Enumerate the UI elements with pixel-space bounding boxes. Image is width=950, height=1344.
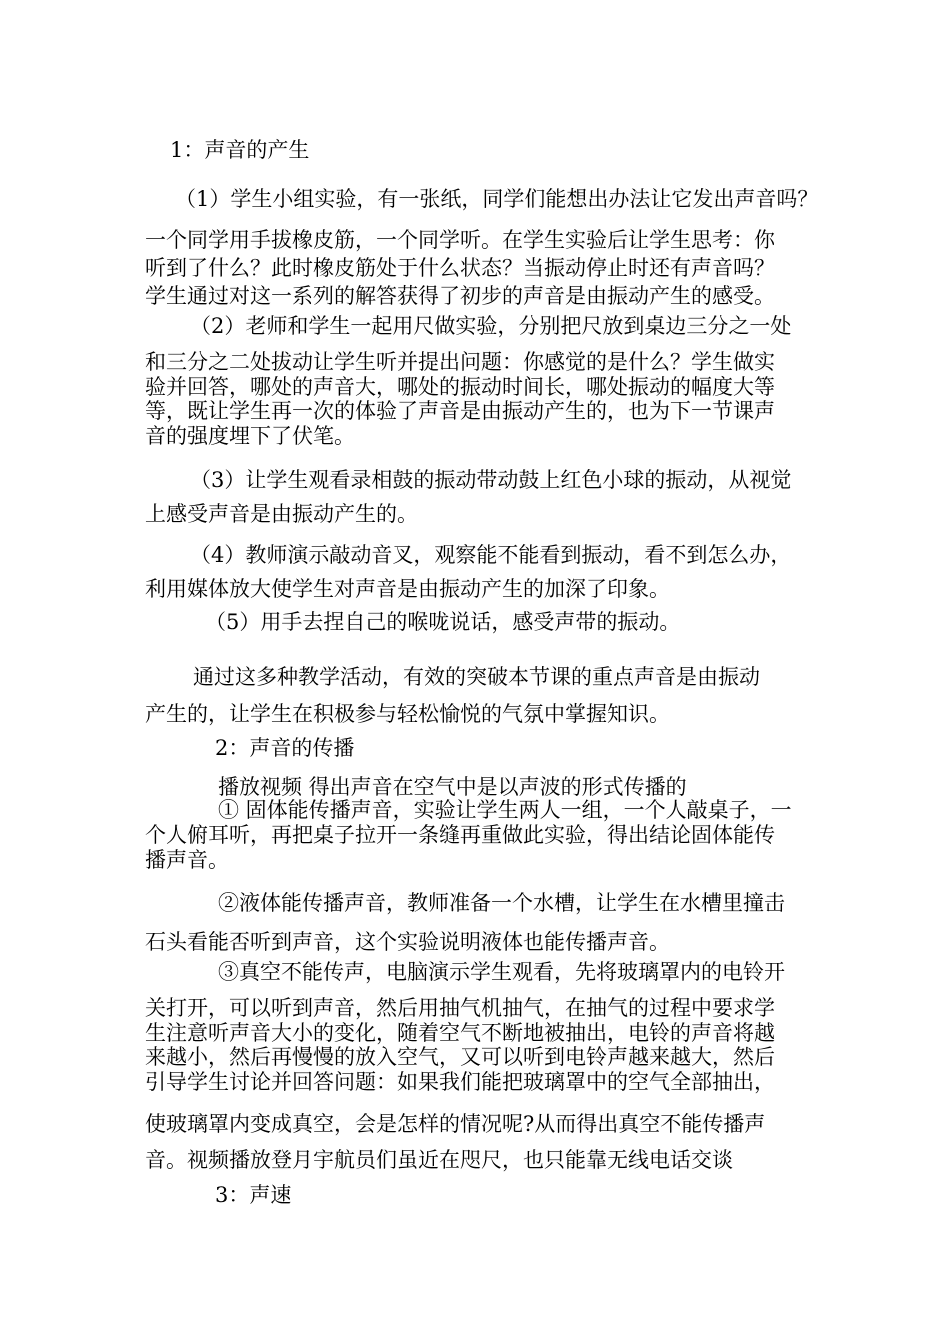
paragraph-line: （5）用手去捏自己的喉咙说话，感受声带的振动。	[205, 610, 681, 634]
paragraph-2-2	[145, 884, 810, 962]
paragraph-line: 音。视频播放登月宇航员们虽近在咫尺，也只能靠无线电话交谈	[145, 1148, 733, 1172]
paragraph-line: 产生的，让学生在积极参与轻松愉悦的气氛中掌握知识。	[145, 702, 670, 726]
paragraph-1-2	[145, 313, 810, 339]
paragraph-2-3-cont	[145, 996, 810, 1094]
paragraph-1-summary	[145, 659, 810, 733]
paragraph-2-1	[145, 798, 810, 873]
paragraph-line: 使玻璃罩内变成真空，会是怎样的情况呢?从而得出真空不能传播声	[145, 1112, 766, 1136]
paragraph-line: 关打开，可以听到声音，然后用抽气机抽气，在抽气的过程中要求学	[145, 996, 775, 1020]
paragraph-line: 一个同学用手拔橡皮筋，一个同学听。在学生实验后让学生思考：你	[145, 228, 775, 252]
paragraph-line: （2）老师和学生一起用尺做实验，分别把尺放到桌边三分之一处	[190, 314, 792, 338]
paragraph-2-video: 播放视频 得出声音在空气中是以声波的形式传播的	[218, 775, 687, 799]
section-heading-3: 3：声速	[215, 1183, 292, 1207]
paragraph-2-3	[145, 959, 810, 985]
paragraph-line: （1）学生小组实验，有一张纸，同学们能想出办法让它发出声音吗？	[175, 187, 819, 211]
paragraph-line: 听到了什么？此时橡皮筋处于什么状态？当振动停止时还有声音吗？	[145, 256, 775, 280]
section-heading-2: 2：声音的传播	[215, 736, 355, 760]
paragraph-line: （3）让学生观看录相鼓的振动带动鼓上红色小球的振动，从视觉	[190, 468, 792, 492]
paragraph-line: 上感受声音是由振动产生的。	[145, 502, 418, 526]
paragraph-line: 利用媒体放大使学生对声音是由振动产生的加深了印象。	[145, 577, 670, 601]
paragraph-line: 音的强度埋下了伏笔。	[145, 423, 355, 448]
paragraph-line: 等，既让学生再一次的体验了声音是由振动产生的，也为下一节课声	[145, 399, 775, 423]
paragraph-1-3	[145, 463, 810, 531]
paragraph-line: 个人俯耳听，再把桌子拉开一条缝再重做此实验，得出结论固体能传	[145, 823, 775, 847]
paragraph-line: 石头看能否听到声音，这个实验说明液体也能传播声音。	[145, 930, 670, 954]
paragraph-line: 和三分之二处拔动让学生听并提出问题：你感觉的是什么？学生做实	[145, 350, 775, 374]
paragraph-line: 生注意听声音大小的变化，随着空气不断地被抽出，电铃的声音将越	[145, 1020, 775, 1045]
section-heading-1: 1：声音的产生	[170, 138, 310, 162]
paragraph-line: 来越小，然后再慢慢的放入空气，又可以听到电铃声越来越大，然后	[145, 1045, 775, 1069]
paragraph-line: 验并回答，哪处的声音大，哪处的振动时间长，哪处振动的幅度大等	[145, 374, 775, 399]
paragraph-1-4	[145, 538, 810, 606]
paragraph-line: ③真空不能传声，电脑演示学生观看，先将玻璃罩内的电铃开	[218, 960, 785, 984]
paragraph-2-3-end	[145, 1106, 810, 1178]
paragraph-line: ① 固体能传播声音，实验让学生两人一组，一个人敲桌子，一	[218, 798, 792, 822]
paragraph-line: 通过这多种教学活动，有效的突破本节课的重点声音是由振动	[193, 665, 760, 689]
paragraph-line: （4）教师演示敲动音叉，观察能不能看到振动，看不到怎么办，	[190, 543, 792, 567]
paragraph-1-5	[145, 609, 810, 635]
paragraph-1-1-cont	[145, 226, 810, 310]
paragraph-line: 播声音。	[145, 848, 229, 872]
paragraph-1-1	[145, 183, 819, 215]
paragraph-line: 引导学生讨论并回答问题：如果我们能把玻璃罩中的空气全部抽出，	[145, 1069, 775, 1094]
paragraph-1-2-cont	[145, 350, 810, 448]
paragraph-line: 学生通过对这一系列的解答获得了初步的声音是由振动产生的感受。	[145, 284, 775, 308]
paragraph-line: ②液体能传播声音，教师准备一个水槽，让学生在水槽里撞击	[218, 891, 785, 915]
